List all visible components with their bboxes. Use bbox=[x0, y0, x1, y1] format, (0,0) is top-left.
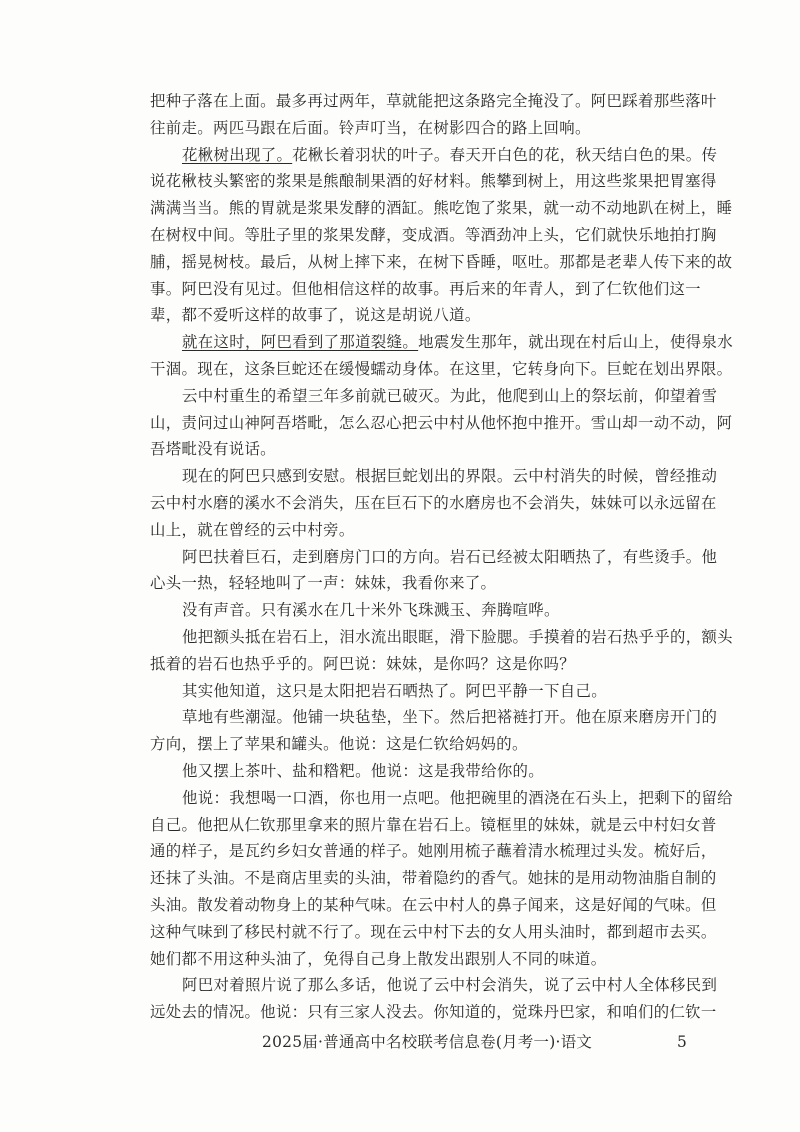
text-line bbox=[150, 115, 682, 142]
line-text: 阿巴对着照片说了那么多话，他说了云中村会消失，说了云中村人全体移民到 bbox=[182, 976, 718, 995]
text-line bbox=[150, 463, 718, 490]
body-text bbox=[150, 88, 733, 1026]
line-text: 山，责问过山神阿吾塔毗，怎么忍心把云中村从他怀抱中推开。雪山却一动不动，阿 bbox=[150, 413, 733, 432]
line-text: 往前走。两匹马跟在后面。铃声叮当，在树影四合的路上回响。 bbox=[150, 118, 591, 137]
page-number: 5 bbox=[677, 1033, 687, 1051]
line-text: 他把额头抵在岩石上，泪水流出眼眶，滑下脸腮。手摸着的岩石热乎乎的，额头 bbox=[182, 627, 733, 646]
line-text: 干涸。现在，这条巨蛇还在缓慢蠕动身体。在这里，它转身向下。巨蛇在划出界限。 bbox=[150, 359, 733, 378]
text-line bbox=[150, 731, 682, 758]
line-text: 还抹了头油。不是商店里卖的头油，带着隐约的香气。她抹的是用动物油脂自制的 bbox=[150, 869, 717, 888]
text-line bbox=[150, 356, 733, 383]
line-text: 地震发生那年，就出现在村后山上，使得泉水 bbox=[418, 333, 733, 352]
line-text: 阿巴扶着巨石，走到磨房门口的方向。岩石已经被太阳晒热了，有些烫手。他 bbox=[182, 547, 718, 566]
text-line bbox=[150, 329, 733, 356]
line-text: 脯，摇晃树枝。最后，从树上摔下来，在树下昏睡，呕吐。那都是老辈人传下来的故 bbox=[150, 252, 733, 271]
line-text: 说花楸枝头繁密的浆果是熊酿制果酒的好材料。熊攀到树上，用这些浆果把胃塞得 bbox=[150, 172, 717, 191]
text-line bbox=[150, 276, 701, 303]
text-line bbox=[150, 195, 733, 222]
line-text: 云中村重生的希望三年多前就已破灭。为此，他爬到山上的祭坛前，仰望着雪 bbox=[182, 386, 718, 405]
line-text: 事。阿巴没有见过。但他相信这样的故事。再后来的年青人，到了仁钦他们这一 bbox=[150, 279, 701, 298]
line-text: 现在的阿巴只感到安慰。根据巨蛇划出的界限。云中村消失的时候，曾经推动 bbox=[182, 467, 718, 486]
line-text: 吾塔毗没有说话。 bbox=[150, 440, 276, 459]
text-line bbox=[150, 88, 717, 115]
line-text: 头油。散发着动物身上的某种气味。在云中村人的鼻子闻来，这是好闻的气味。但 bbox=[150, 895, 717, 914]
text-line bbox=[150, 410, 733, 437]
footer-title: 2025届·普通高中名校联考信息卷(月考一)·语文 bbox=[262, 1033, 593, 1051]
line-text: 在树杈中间。等肚子里的浆果发酵，变成酒。等酒劲冲上头，它们就快乐地拍打胸 bbox=[150, 225, 717, 244]
text-line bbox=[150, 436, 682, 463]
text-line bbox=[150, 302, 682, 329]
text-line bbox=[150, 222, 717, 249]
line-text: 她们都不用这种头油了，免得自己身上散发出跟别人不同的味道。 bbox=[150, 949, 607, 968]
line-text: 辈，都不爱听这样的故事了，说这是胡说八道。 bbox=[150, 306, 481, 325]
line-text: 这种气味到了移民村就不行了。现在云中村下去的女人用头油时，都到超市去买。 bbox=[150, 922, 717, 941]
text-line bbox=[150, 999, 717, 1026]
page-footer bbox=[0, 1028, 800, 1056]
line-text: 山上，就在曾经的云中村旁。 bbox=[150, 520, 355, 539]
text-line bbox=[150, 544, 718, 571]
line-text: 他又摆上茶叶、盐和糌粑。他说：这是我带给你的。 bbox=[182, 761, 545, 780]
text-line bbox=[150, 517, 682, 544]
text-line bbox=[150, 624, 733, 651]
text-line bbox=[150, 812, 717, 839]
underlined-phrase: 就在这时，阿巴看到了那道裂缝。 bbox=[182, 333, 419, 352]
line-text: 把种子落在上面。最多再过两年，草就能把这条路完全掩没了。阿巴踩着那些落叶 bbox=[150, 92, 717, 110]
text-line bbox=[150, 838, 717, 865]
text-line bbox=[150, 249, 733, 276]
line-text: 草地有些潮湿。他铺一块毡垫，坐下。然后把褡裢打开。他在原来磨房开门的 bbox=[182, 708, 718, 727]
text-line bbox=[150, 597, 682, 624]
line-text: 没有声音。只有溪水在几十米外飞珠溅玉、奔腾喧哗。 bbox=[182, 601, 560, 620]
line-text: 方向，摆上了苹果和罐头。他说：这是仁钦给妈妈的。 bbox=[150, 735, 528, 754]
text-line bbox=[150, 678, 682, 705]
text-line bbox=[150, 383, 718, 410]
text-line bbox=[150, 892, 717, 919]
text-line bbox=[150, 651, 682, 678]
text-line bbox=[150, 946, 682, 973]
text-line bbox=[150, 704, 718, 731]
line-text: 满满当当。熊的胃就是浆果发酵的酒缸。熊吃饱了浆果，就一动不动地趴在树上，睡 bbox=[150, 199, 733, 218]
line-text: 花楸长着羽状的叶子。春天开白色的花，秋天结白色的果。传 bbox=[292, 145, 718, 164]
text-line bbox=[150, 142, 718, 169]
text-line bbox=[150, 919, 717, 946]
line-text: 其实他知道，这只是太阳把岩石晒热了。阿巴平静一下自己。 bbox=[182, 681, 607, 700]
underlined-phrase: 花楸树出现了。 bbox=[182, 145, 293, 164]
line-text: 心头一热，轻轻地叫了一声：妹妹，我看你来了。 bbox=[150, 574, 497, 593]
line-text: 通的样子，是瓦约乡妇女普通的样子。她刚用梳子蘸着清水梳理过头发。梳好后， bbox=[150, 842, 717, 861]
text-line bbox=[150, 168, 717, 195]
text-line bbox=[150, 490, 717, 517]
text-line bbox=[150, 972, 718, 999]
text-line bbox=[150, 758, 682, 785]
line-text: 云中村水磨的溪水不会消失，压在巨石下的水磨房也不会消失，妹妹可以永远留在 bbox=[150, 493, 717, 512]
line-text: 自己。他把从仁钦那里拿来的照片靠在岩石上。镜框里的妹妹，就是云中村妇女普 bbox=[150, 815, 717, 834]
line-text: 他说：我想喝一口酒，你也用一点吧。他把碗里的酒浇在石头上，把剩下的留给 bbox=[182, 788, 733, 807]
line-text: 远处去的情况。他说：只有三家人没去。你知道的，觉珠丹巴家，和咱们的仁钦一 bbox=[150, 1003, 717, 1022]
line-text: 抵着的岩石也热乎乎的。阿巴说：妹妹，是你吗？这是你吗？ bbox=[150, 654, 575, 673]
text-line bbox=[150, 570, 682, 597]
text-line bbox=[150, 865, 717, 892]
text-line bbox=[150, 785, 733, 812]
